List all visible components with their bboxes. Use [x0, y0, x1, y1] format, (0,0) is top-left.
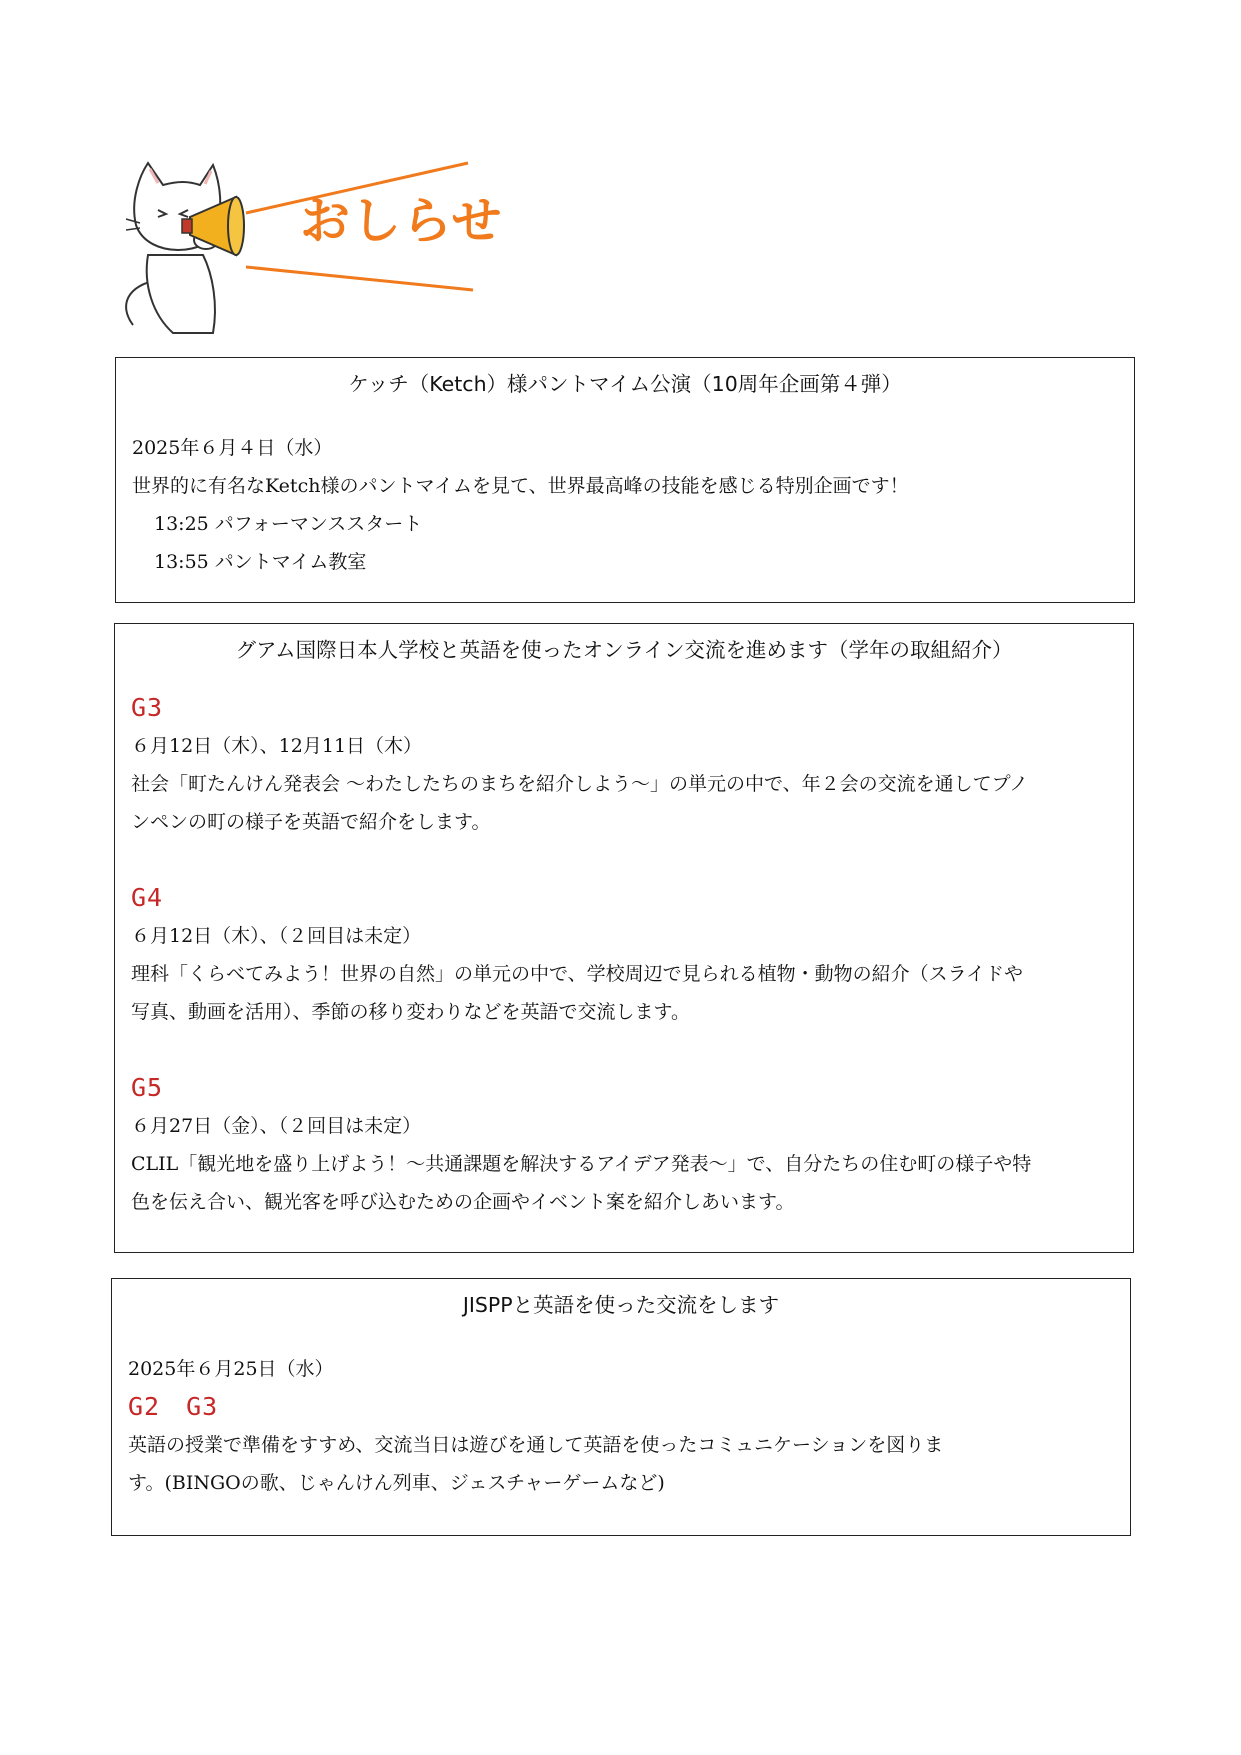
event-title: JISPPと英語を使った交流をします [462, 1293, 780, 1317]
event-date: 2025年６月４日（水） [132, 436, 333, 459]
schedule-item: 13:55 パントマイム教室 [154, 550, 367, 573]
event-title: ケッチ（Ketch）様パントマイム公演（10周年企画第４弾） [348, 372, 902, 396]
event-date: 2025年６月25日（水） [128, 1357, 334, 1380]
speed-line-bottom [246, 267, 473, 290]
event-title: グアム国際日本人学校と英語を使ったオンライン交流を進めます（学年の取組紹介） [235, 638, 1013, 662]
grade-description: CLIL「観光地を盛り上げよう！～共通課題を解決するアイデア発表～」で、自分たちの住む町の様子や特 [131, 1152, 1032, 1175]
schedule-item: 13:25 パフォーマンススタート [154, 512, 423, 535]
grade-label: G4 [131, 882, 164, 912]
grade-label: G5 [131, 1072, 164, 1102]
grade-description: 理科「くらべてみよう！世界の自然」の単元の中で、学校周辺で見られる植物・動物の紹介（スライドや [131, 962, 1024, 985]
grade-description: 色を伝え合い、観光客を呼び込むための企画やイベント案を紹介しあいます。 [131, 1190, 795, 1213]
grade-dates: ６月27日（金）、（２回目は未定） [131, 1114, 422, 1137]
event-description: す。(BINGOの歌、じゃんけん列車、ジェスチャーゲームなど) [128, 1471, 665, 1494]
event-box-pantomime [115, 357, 1135, 603]
grade-description: ンペンの町の様子を英語で紹介をします。 [131, 810, 491, 833]
grade-dates: ６月12日（木）、（２回目は未定） [131, 924, 422, 947]
grade-label: G2 G3 [128, 1391, 219, 1421]
grade-dates: ６月12日（木）、12月11日（木） [131, 734, 423, 757]
notice-heading: おしらせ [300, 192, 503, 250]
event-box-guam-exchange [114, 623, 1134, 1253]
event-description: 世界的に有名なKetch様のパントマイムを見て、世界最高峰の技能を感じる特別企画です！ [132, 474, 909, 497]
grade-description: 写真、動画を活用）、季節の移り変わりなどを英語で交流します。 [131, 1000, 690, 1023]
grade-label: G3 [131, 692, 164, 722]
event-description: 英語の授業で準備をすすめ、交流当日は遊びを通して英語を使ったコミュニケーションを図りま [128, 1433, 944, 1456]
grade-description: 社会「町たんけん発表会 ～わたしたちのまちを紹介しよう～」の単元の中で、年２会の交流を通してプノ [131, 772, 1029, 795]
event-box-jispp [111, 1278, 1131, 1536]
